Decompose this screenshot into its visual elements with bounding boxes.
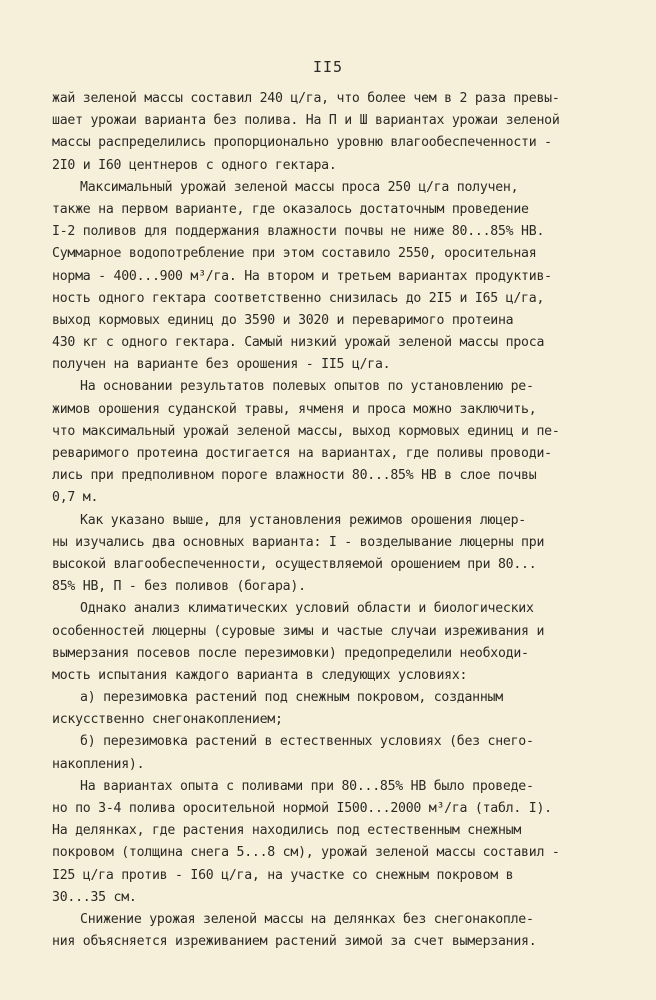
text-line: ния объясняется изреживанием растений зимой за счет вымерзания. bbox=[52, 934, 537, 950]
text-line: массы распределились пропорционально уровню влагообеспеченности - bbox=[52, 135, 552, 151]
text-line: б) перезимовка растений в естественных условиях (без снего- bbox=[80, 734, 534, 750]
text-line: искусственно снегонакоплением; bbox=[52, 712, 283, 728]
text-line: реваримого протеина достигается на вариантах, где поливы проводи- bbox=[52, 446, 552, 461]
text-line: Как указано выше, для установления режимов орошения люцер- bbox=[80, 512, 526, 528]
text-line: Суммарное водопотребление при этом составило 2550, оросительная bbox=[52, 246, 537, 262]
text-line: что максимальный урожай зеленой массы, выход кормовых единиц и пе- bbox=[52, 423, 560, 439]
text-line: особенностей люцерны (суровые зимы и частые случаи изреживания и bbox=[52, 623, 545, 639]
text-line: ны изучались два основных варианта: I - возделывание люцерны при bbox=[52, 534, 545, 550]
text-line: 430 кг с одного гектара. Самый низкий урожай зеленой массы проса bbox=[52, 335, 545, 351]
text-line: высокой влагообеспеченности, осуществляемой орошением при 80... bbox=[52, 556, 537, 572]
text-line: 30...35 см. bbox=[52, 889, 137, 905]
text-line: Максимальный урожай зеленой массы проса 250 ц/га получен, bbox=[80, 179, 519, 195]
body-text bbox=[52, 88, 612, 953]
text-line: вымерзания посевов после перезимовки) предопределили необходи- bbox=[52, 645, 529, 661]
text-line: ность одного гектара соответственно снизилась до 2I5 и I65 ц/га, bbox=[52, 290, 545, 306]
text-line: I25 ц/га против - I60 ц/га, на участке со снежным покровом в bbox=[52, 867, 514, 883]
text-line: жимов орошения суданской травы, ячменя и проса можно заключить, bbox=[52, 401, 537, 417]
text-line: Однако анализ климатических условий области и биологических bbox=[80, 601, 534, 617]
text-line: но по 3-4 полива оросительной нормой I500...2000 м³/га (табл. I). bbox=[52, 801, 552, 816]
text-line: I-2 поливов для поддержания влажности почвы не ниже 80...85% НВ. bbox=[52, 224, 545, 240]
text-line: мость испытания каждого варианта в следующих условиях: bbox=[52, 667, 468, 683]
text-line: накопления). bbox=[52, 756, 145, 772]
text-line: выход кормовых единиц до 3590 и 3020 и переваримого протеина bbox=[52, 312, 514, 328]
text-line: шает урожаи варианта без полива. На П и Ш вариантах урожаи зеленой bbox=[52, 113, 560, 129]
text-line: а) перезимовка растений под снежным покровом, созданным bbox=[80, 690, 503, 706]
text-line: На делянках, где растения находились под естественным снежным bbox=[52, 823, 522, 839]
text-line: 0,7 м. bbox=[52, 490, 99, 506]
text-line: лись при предполивном пороге влажности 80...85% НВ в слое почвы bbox=[52, 468, 537, 484]
text-line: жай зеленой массы составил 240 ц/га, что более чем в 2 раза превы- bbox=[52, 91, 560, 106]
text-line: Снижение урожая зеленой массы на делянках без снегонакопле- bbox=[80, 911, 534, 927]
text-line: норма - 400...900 м³/га. На втором и третьем вариантах продуктив- bbox=[52, 268, 552, 284]
text-line: покровом (толщина снега 5...8 см), урожай зеленой массы составил - bbox=[52, 845, 560, 861]
text-line: На вариантах опыта с поливами при 80...85% НВ было проведе- bbox=[80, 778, 534, 794]
text-line: На основании результатов полевых опытов по установлению ре- bbox=[80, 379, 534, 395]
page-number: II5 bbox=[312, 58, 344, 76]
text-line: 85% НВ, П - без поливов (богара). bbox=[52, 579, 306, 595]
text-line: также на первом варианте, где оказалось достаточным проведение bbox=[52, 201, 529, 217]
text-line: получен на варианте без орошения - II5 ц/га. bbox=[52, 357, 391, 373]
text-line: 2I0 и I60 центнеров с одного гектара. bbox=[52, 157, 337, 173]
